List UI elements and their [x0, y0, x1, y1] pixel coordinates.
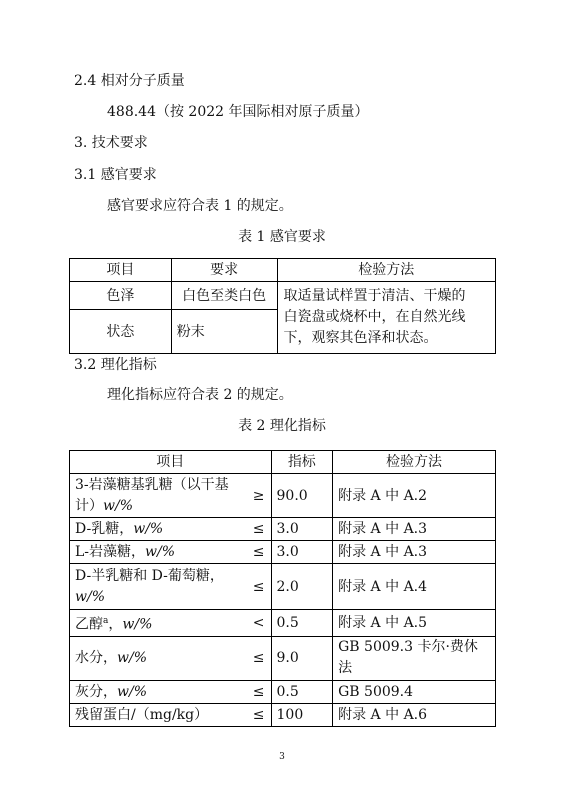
header-method: 检验方法 [333, 451, 496, 474]
row-value: 3.0 [271, 518, 333, 541]
method-cell [277, 282, 495, 354]
physicochemical-table [69, 450, 496, 727]
table-row [70, 680, 496, 703]
table-header-row [70, 451, 496, 474]
table-1-caption: 表 1 感官要求 [238, 229, 326, 245]
section-2-4-heading: 2.4 相对分子质量 [74, 73, 185, 89]
table-row [70, 474, 496, 518]
row-value: 90.0 [271, 474, 333, 518]
row-item: 乙醇$^a$，w/% [70, 610, 248, 637]
row-relation: ≥ [248, 474, 271, 518]
row-item: 3-岩藻糖基乳糖（以干基计）w/% [70, 474, 248, 518]
row-value: 100 [271, 703, 333, 726]
header-method: 检验方法 [277, 259, 495, 282]
row-requirement: 白色至类白色 [171, 282, 277, 310]
molecular-weight-text: 488.44（按 2022 年国际相对原子质量） [107, 104, 369, 120]
row-value: 9.0 [271, 636, 333, 680]
header-item: 项目 [70, 451, 272, 474]
table-header-row [70, 259, 496, 282]
row-item: 灰分，w/% [70, 680, 248, 703]
row-value: 0.5 [271, 680, 333, 703]
row-relation: ≤ [248, 703, 271, 726]
row-item: D-半乳糖和 D-葡萄糖， w/% [70, 564, 248, 610]
method-line: 白瓷盘或烧杯中，在自然光线 [283, 309, 466, 325]
row-relation: ≤ [248, 564, 271, 610]
row-method: 附录 A 中 A.4 [333, 564, 496, 610]
header-item: 项目 [70, 259, 172, 282]
sensory-requirements-table [69, 258, 496, 354]
section-3-2-paragraph: 理化指标应符合表 2 的规定。 [107, 387, 293, 403]
method-line: 下，观察其色泽和状态。 [283, 330, 438, 346]
row-method: 附录 A 中 A.3 [333, 518, 496, 541]
row-relation: ≤ [248, 636, 271, 680]
header-index: 指标 [271, 451, 333, 474]
row-item: D-乳糖，w/% [70, 518, 248, 541]
section-3-1-heading: 3.1 感官要求 [74, 167, 157, 183]
row-value: 2.0 [271, 564, 333, 610]
table-row [70, 541, 496, 564]
row-item: 状态 [70, 310, 172, 354]
section-3-2-heading: 3.2 理化指标 [74, 357, 157, 373]
row-item: 水分，w/% [70, 636, 248, 680]
table-2-caption: 表 2 理化指标 [238, 418, 326, 434]
row-method: 附录 A 中 A.3 [333, 541, 496, 564]
row-method: GB 5009.4 [333, 680, 496, 703]
page-number: 3 [279, 752, 285, 762]
row-method: 附录 A 中 A.6 [333, 703, 496, 726]
table-row [70, 564, 496, 610]
header-requirement: 要求 [171, 259, 277, 282]
table-row [70, 610, 496, 637]
row-relation: ≤ [248, 518, 271, 541]
table-row [70, 636, 496, 680]
row-value: 3.0 [271, 541, 333, 564]
row-relation: ≤ [248, 541, 271, 564]
table-row [70, 518, 496, 541]
row-method: 附录 A 中 A.2 [333, 474, 496, 518]
table-row [70, 703, 496, 726]
section-3-1-paragraph: 感官要求应符合表 1 的规定。 [107, 198, 293, 214]
row-value: 0.5 [271, 610, 333, 637]
method-line: 取适量试样置于清洁、干燥的 [283, 288, 466, 304]
row-item: 色泽 [70, 282, 172, 310]
table-row [70, 282, 496, 310]
row-item: L-岩藻糖，w/% [70, 541, 248, 564]
row-requirement: 粉末 [171, 310, 277, 354]
row-method: 附录 A 中 A.5 [333, 610, 496, 637]
row-relation: < [248, 610, 271, 637]
row-method: GB 5009.3 卡尔·费休法 [333, 636, 496, 680]
row-item: 残留蛋白/（mg/kg） [70, 703, 248, 726]
section-3-heading: 3. 技术要求 [74, 135, 148, 151]
row-relation: ≤ [248, 680, 271, 703]
